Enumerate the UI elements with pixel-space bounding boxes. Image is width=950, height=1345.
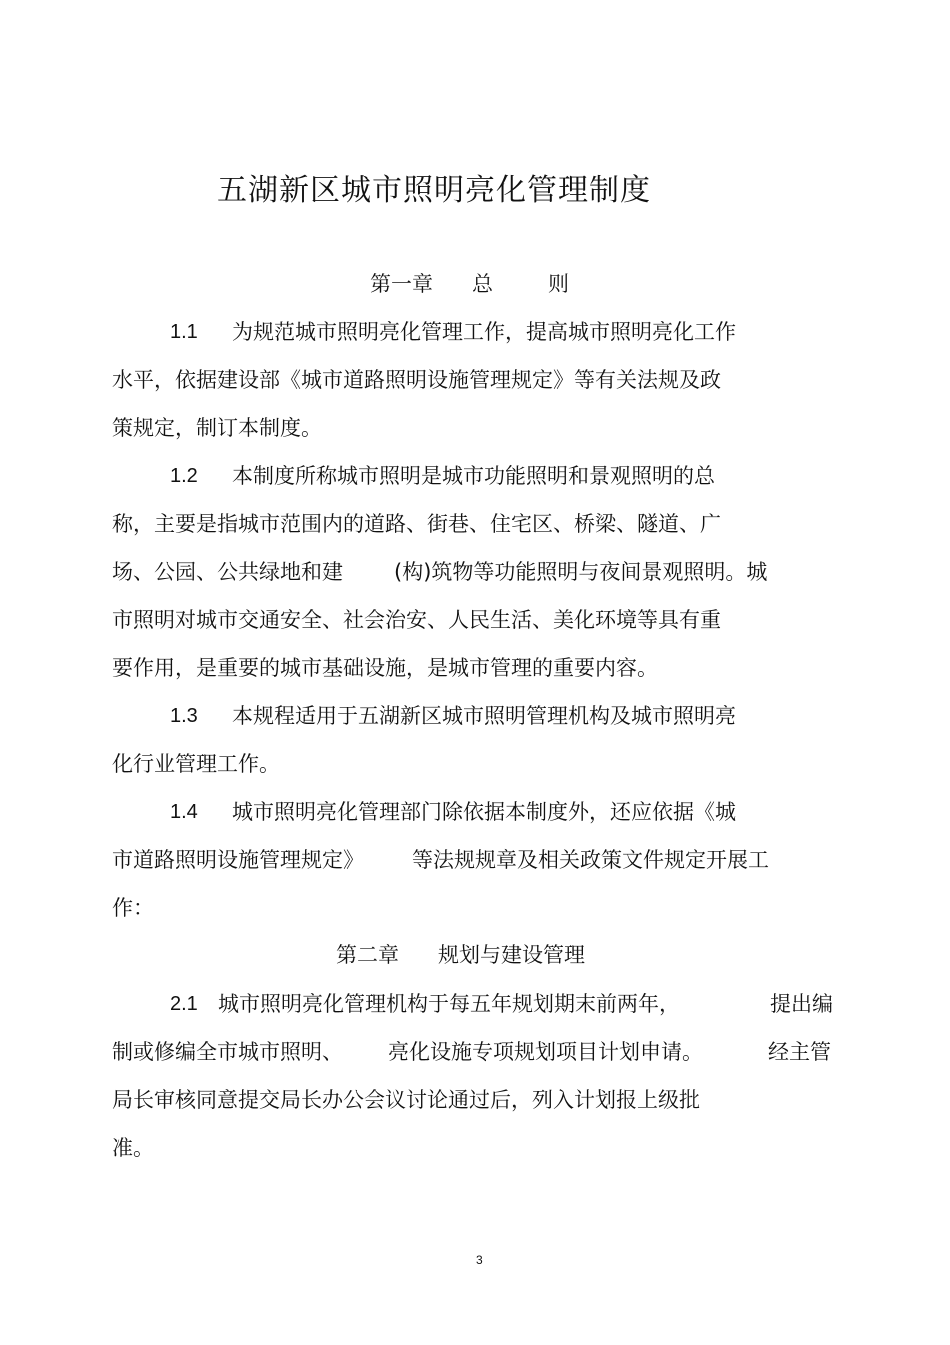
section-1-2-line-2: 称，主要是指城市范围内的道路、街巷、住宅区、桥梁、隧道、广 xyxy=(112,512,721,536)
section-1-2-line-3b: (构)筑物等功能照明与夜间景观照明。城 xyxy=(394,560,768,584)
section-2-1-line-4: 准。 xyxy=(112,1136,154,1160)
page-number: 3 xyxy=(476,1253,483,1267)
section-1-4-line-2a: 市道路照明设施管理规定》 xyxy=(112,848,364,872)
section-1-3-line-2: 化行业管理工作。 xyxy=(112,752,280,776)
chapter-1-heading-label: 第一章 xyxy=(370,272,433,296)
section-1-2-number: 1.2 xyxy=(170,465,198,487)
section-1-3-line-1: 本规程适用于五湖新区城市照明管理机构及城市照明亮 xyxy=(232,704,736,728)
section-2-1-line-1a: 城市照明亮化管理机构于每五年规划期末前两年， xyxy=(218,992,680,1016)
section-1-2-line-3a: 场、公园、公共绿地和建 xyxy=(112,560,343,584)
section-1-4-line-3: 作： xyxy=(112,896,154,920)
chapter-2-heading-label: 第二章 xyxy=(336,943,399,967)
section-2-1-line-3: 局长审核同意提交局长办公会议讨论通过后，列入计划报上级批 xyxy=(112,1088,700,1112)
chapter-1-heading-word-2: 则 xyxy=(548,272,569,296)
section-1-4-line-1: 城市照明亮化管理部门除依据本制度外，还应依据《城 xyxy=(232,800,736,824)
section-2-1-line-1b: 提出编 xyxy=(770,992,833,1016)
section-1-2-line-5: 要作用，是重要的城市基础设施，是城市管理的重要内容。 xyxy=(112,656,658,680)
section-2-1-line-2a: 制或修编全市城市照明、 xyxy=(112,1040,343,1064)
section-1-1-line-2: 水平，依据建设部《城市道路照明设施管理规定》等有关法规及政 xyxy=(112,368,721,392)
section-2-1-line-2c: 经主管 xyxy=(768,1040,831,1064)
chapter-1-heading-word-1: 总 xyxy=(472,272,493,296)
section-1-4-line-2b: 等法规规章及相关政策文件规定开展工 xyxy=(412,848,769,872)
section-1-4-number: 1.4 xyxy=(170,801,198,823)
section-1-2-line-4: 市照明对城市交通安全、社会治安、人民生活、美化环境等具有重 xyxy=(112,608,721,632)
section-2-1-number: 2.1 xyxy=(170,993,198,1015)
document-title: 五湖新区城市照明亮化管理制度 xyxy=(217,173,651,208)
section-2-1-line-2b: 亮化设施专项规划项目计划申请。 xyxy=(388,1040,703,1064)
section-1-1-line-1: 为规范城市照明亮化管理工作，提高城市照明亮化工作 xyxy=(232,320,736,344)
section-1-2-line-1: 本制度所称城市照明是城市功能照明和景观照明的总 xyxy=(232,464,715,488)
section-1-1-line-3: 策规定，制订本制度。 xyxy=(112,416,322,440)
section-1-1-number: 1.1 xyxy=(170,321,198,343)
chapter-2-heading-title: 规划与建设管理 xyxy=(438,943,585,967)
section-1-3-number: 1.3 xyxy=(170,705,198,727)
